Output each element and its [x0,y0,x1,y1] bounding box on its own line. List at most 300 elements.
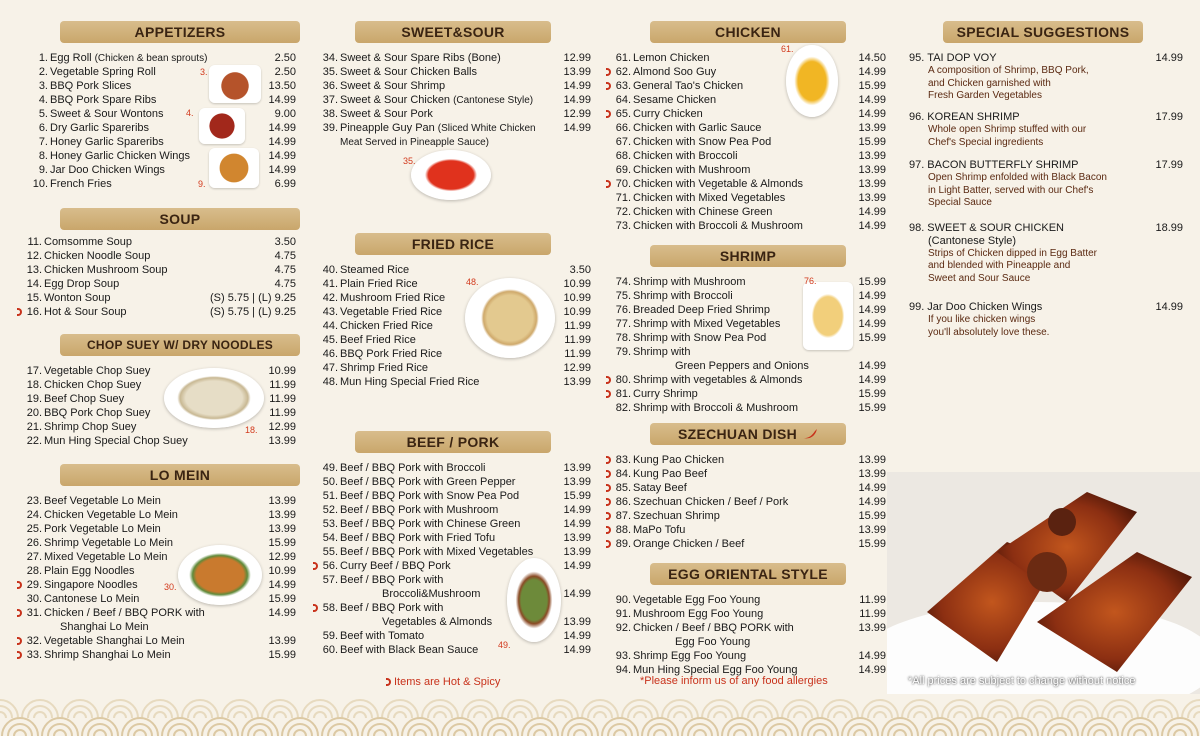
wave-arc [354,712,366,718]
special-item [909,221,1183,285]
item-label: Broccoli&Mushroom [382,588,481,600]
item-price: (S) 5.75 | (L) 9.25 [209,306,296,318]
item-number: 4. [38,94,48,106]
item-description: Whole open Shrimp stuffed with our [928,124,1087,135]
item-price: 14.99 [563,518,591,530]
item-name [24,249,150,263]
photo-number: 9. [198,179,206,189]
item-number: 97. [909,159,925,171]
item-name [320,333,416,347]
item-label: Plain Fried Rice [340,278,418,290]
item-label: Chicken Chop Suey [44,379,142,391]
egg-roll-photo [209,65,261,103]
item-label: General Tao's Chicken [633,80,744,92]
item-name [613,317,780,331]
item-price: 13.99 [858,178,886,190]
item-name [24,277,119,291]
menu-item [320,51,591,65]
item-price: 14.99 [858,290,886,302]
item-label: Mushroom Egg Foo Young [633,608,764,620]
wave-arc [854,730,866,736]
menu-item [30,135,296,149]
item-label: Beef / BBQ Pork with Mushroom [340,504,499,516]
item-label: Chicken / Beef / BBQ PORK with [44,607,205,619]
menu-item [320,263,591,277]
special-item-title [909,158,1183,172]
item-number: 77. [615,318,631,330]
item-price: 11.99 [859,594,886,606]
item-price: 13.99 [563,532,591,544]
item-price: 14.99 [858,94,886,106]
item-number: 34. [322,52,338,64]
item-name [382,615,492,629]
item-label: Chicken with Vegetable & Almonds [633,178,803,190]
hot-spicy-icon [606,540,611,548]
item-price: 13.99 [268,523,296,535]
photo-number: 48. [466,277,479,287]
hot-spicy-icon [606,82,611,90]
menu-item [613,649,886,663]
item-label: Shrimp Vegetable Lo Mein [44,537,174,549]
item-name [909,110,1020,124]
item-name [320,51,501,65]
photo-number: 3. [200,67,208,77]
item-name [320,503,498,517]
item-label: Breaded Deep Fried Shrimp [633,304,770,316]
item-price: 11.99 [269,379,296,391]
item-price: 13.99 [563,616,591,628]
item-label: Beef Vegetable Lo Mein [44,495,161,507]
photo-number: 30. [164,582,177,592]
item-name [909,158,1078,172]
item-label: Dry Garlic Spareribs [50,122,150,134]
menu-item [320,65,591,79]
item-label: Shrimp Shanghai Lo Mein [44,649,171,661]
item-label: Shrimp Chop Suey [44,421,137,433]
item-label: Shrimp with Mixed Vegetables [633,318,781,330]
item-number: 90. [615,594,631,606]
item-name [613,65,716,79]
sweetsour-header: SWEET&SOUR [355,21,551,43]
menu-item [320,489,591,503]
item-price: 10.99 [268,365,296,377]
item-price: 4.75 [274,264,296,276]
menu-item [24,648,296,662]
item-number: 33. [26,649,42,661]
item-number: 44. [322,320,338,332]
item-number: 58. [322,602,338,614]
wave-arc [0,712,6,718]
item-label: Satay Beef [633,482,687,494]
item-number: 79. [615,346,631,358]
wave-arc [154,712,166,718]
item-name [320,601,443,615]
hot-spicy-icon [17,651,22,659]
item-label: Szechuan Chicken / Beef / Pork [633,496,789,508]
item-label: Vegetable Chop Suey [44,365,151,377]
item-price: 13.99 [858,150,886,162]
item-number: 83. [615,454,631,466]
chopsuey-header: CHOP SUEY W/ DRY NOODLES [60,334,300,356]
item-name [613,523,685,537]
wave-arc [594,712,606,718]
item-number: 52. [322,504,338,516]
item-description: Fresh Garden Vegetables [928,90,1042,101]
item-number: 56. [322,560,338,572]
item-price: 14.99 [563,504,591,516]
item-number: 18. [26,379,42,391]
item-label: Sweet & Sour Chicken [340,94,451,106]
item-description: in Light Batter, served with our Chef's [928,184,1094,196]
item-description: and Chicken garnished with [928,77,1051,89]
item-label: Sesame Chicken [633,94,717,106]
item-price: 14.99 [858,318,886,330]
item-name [30,149,190,163]
special-item-title [909,51,1183,65]
item-name [320,65,477,79]
item-price: 15.99 [858,402,886,414]
item-number: 22. [26,435,42,447]
item-label: TAI DOP VOY [927,52,997,64]
item-number: 55. [322,546,338,558]
item-price: 11.99 [269,407,296,419]
item-number: 51. [322,490,338,502]
hot-spicy-icon [606,470,611,478]
hot-spicy-icon [606,526,611,534]
item-label: Shrimp Egg Foo Young [633,650,747,662]
item-price: 14.99 [858,206,886,218]
wave-arc [954,712,966,718]
item-label: Green Peppers and Onions [675,360,809,372]
wave-arc [374,730,386,736]
item-price: (S) 5.75 | (L) 9.25 [209,292,296,304]
item-name [24,536,173,550]
wave-arc [1094,730,1106,736]
friedrice-header: FRIED RICE [355,233,551,255]
item-price: 13.99 [858,622,886,634]
item-label: Singapore Noodles [44,579,138,591]
menu-item [613,373,886,387]
item-name [320,263,409,277]
item-price: 14.99 [268,579,296,591]
item-name [613,177,803,191]
item-price: 14.99 [268,607,296,619]
item-label: Beef / BBQ Pork with Chinese Green [340,518,521,530]
wave-arc [714,712,726,718]
item-number: 23. [26,495,42,507]
item-label: Shrimp with Broccoli & Mushroom [633,402,799,414]
item-number: 21. [26,421,42,433]
item-label: Shrimp with Snow Pea Pod [633,332,767,344]
item-number: 42. [322,292,338,304]
item-name [909,221,1064,235]
menu-item [320,461,591,475]
allergy-note: *Please inform us of any food allergies [640,675,828,687]
item-label: Beef / BBQ Pork with [340,602,444,614]
menu-item [30,51,296,65]
item-name [24,378,141,392]
menu-item [320,643,591,657]
item-price: 2.50 [274,66,296,78]
item-number: 47. [322,362,338,374]
item-label: Shanghai Lo Mein [60,621,149,633]
item-number: 3. [38,80,48,92]
hot-spicy-icon [606,180,611,188]
item-name [24,522,161,536]
menu-item [24,536,296,550]
item-price: 11.99 [564,334,591,346]
item-number: 43. [322,306,338,318]
hot-spicy-icon [606,498,611,506]
menu-item [613,65,886,79]
item-price: 13.99 [563,476,591,488]
wave-arc [134,730,146,736]
item-label: Beef / BBQ Pork with Broccoli [340,462,486,474]
item-price: 13.99 [563,376,591,388]
item-number: 85. [615,482,631,494]
item-name [613,51,709,65]
item-label: Mun Hing Special Chop Suey [44,435,188,447]
item-price: 17.99 [1155,159,1183,171]
item-name [320,277,418,291]
item-name [613,373,802,387]
item-name [613,163,750,177]
item-number: 87. [615,510,631,522]
item-name [24,235,132,249]
menu-item [320,121,591,135]
wave-arc [214,730,226,736]
item-label: Chicken with Mushroom [633,164,751,176]
item-number: 41. [322,278,338,290]
photo-number: 18. [245,425,258,435]
wave-arc [774,730,786,736]
item-price: 14.99 [858,664,886,676]
bbq-ribs-photo [887,472,1200,694]
item-number: 10. [32,178,48,190]
wave-arc [1014,730,1026,736]
item-label: Pineapple Guy Pan [340,122,435,134]
item-description: Strips of Chicken dipped in Egg Batter [928,247,1097,259]
item-name [30,163,165,177]
item-label: Chicken with Broccoli [633,150,738,162]
special-item [909,158,1183,210]
item-price: 15.99 [563,490,591,502]
item-name [675,635,750,649]
item-label: Egg Roll [50,52,92,64]
menu-item [24,522,296,536]
wave-arc [994,712,1006,718]
item-price: 14.99 [858,360,886,372]
item-label: Curry Shrimp [633,388,698,400]
special-item [909,300,1183,339]
menu-item [613,359,886,373]
item-number: 45. [322,334,338,346]
item-name [320,643,478,657]
item-price: 12.99 [563,362,591,374]
item-price: 13.99 [563,462,591,474]
item-price: 14.99 [268,136,296,148]
item-price: 15.99 [268,649,296,661]
item-label: Egg Drop Soup [44,278,120,290]
item-price: 13.50 [268,80,296,92]
item-number: 13. [26,264,42,276]
item-label: Curry Chicken [633,108,703,120]
item-label: Jar Doo Chicken Wings [50,164,165,176]
item-name [320,375,479,389]
wave-arc [94,730,106,736]
item-label: SWEET & SOUR CHICKEN [927,222,1065,234]
item-name [613,275,745,289]
item-name [320,79,445,93]
hot-spicy-icon [313,604,318,612]
item-label: Honey Garlic Spareribs [50,136,164,148]
menu-item [613,149,886,163]
item-number: 60. [322,644,338,656]
item-name [30,65,156,79]
wave-arc [514,712,526,718]
item-number: 98. [909,222,925,234]
item-price: 14.99 [858,108,886,120]
wave-arc [634,712,646,718]
item-name [613,303,770,317]
item-note: (Sliced White Chicken [437,123,536,134]
menu-item [613,537,886,551]
item-label: Shrimp with Mushroom [633,276,746,288]
item-label: Beef / BBQ Pork with Fried Tofu [340,532,496,544]
menu-item [613,523,886,537]
item-label: Vegetable Spring Roll [50,66,156,78]
menu-item [24,508,296,522]
item-label: Plain Egg Noodles [44,565,135,577]
item-number: 93. [615,650,631,662]
item-number: 50. [322,476,338,488]
item-price: 14.99 [858,374,886,386]
item-number: 9. [38,164,48,176]
item-label: Chicken Noodle Soup [44,250,151,262]
item-price: 11.99 [564,320,591,332]
item-description: and blended with Pineapple and [928,260,1071,271]
item-label: Honey Garlic Chicken Wings [50,150,190,162]
lemon-chicken-photo [786,45,838,117]
menu-item [320,517,591,531]
item-label: Kung Pao Chicken [633,454,725,466]
item-note: (Chicken & bean sprouts) [94,53,208,64]
item-price: 18.99 [1155,222,1183,234]
item-label: Sweet & Sour Chicken Balls [340,66,477,78]
wave-arc [974,730,986,736]
item-number: 26. [26,537,42,549]
special-item-title [909,300,1183,314]
item-price: 14.99 [858,650,886,662]
item-label: Egg Foo Young [675,636,751,648]
item-price: 10.99 [563,278,591,290]
wave-arc [1034,712,1046,718]
hot-spicy-icon [17,308,22,316]
item-label: Sweet & Sour Pork [340,108,433,120]
item-price: 14.50 [858,52,886,64]
wave-arc [1114,712,1126,718]
item-number: 30. [26,593,42,605]
menu-item [613,467,886,481]
item-number: 75. [615,290,631,302]
wave-arc [534,730,546,736]
beef-vegetables-photo [507,558,561,642]
item-price: 14.99 [563,630,591,642]
wave-arc [114,712,126,718]
wave-arc [834,712,846,718]
item-number: 40. [322,264,338,276]
item-name [24,420,136,434]
item-price: 14.99 [858,220,886,232]
item-description: you'll absolutely love these. [928,326,1050,338]
item-price: 4.75 [274,278,296,290]
menu-item [320,475,591,489]
item-label: BBQ Pork Spare Ribs [50,94,157,106]
item-label: Chicken Fried Rice [340,320,433,332]
item-name [613,401,798,415]
item-price: 15.99 [858,538,886,550]
wave-arc [54,730,66,736]
item-description: Sweet and Sour Sauce [928,272,1031,284]
item-number: 39. [322,122,338,134]
hot-spicy-icon [17,609,22,617]
menu-item [613,453,886,467]
wave-arc [334,730,346,736]
item-price: 13.99 [858,164,886,176]
item-name [30,121,149,135]
item-number: 49. [322,462,338,474]
item-number: 62. [615,66,631,78]
item-name [24,291,110,305]
item-label: Sweet & Sour Shrimp [340,80,446,92]
item-price: 13.99 [268,509,296,521]
item-label: Shrimp Fried Rice [340,362,429,374]
item-number: 20. [26,407,42,419]
item-number: 76. [615,304,631,316]
menu-item [24,249,296,263]
item-price: 15.99 [858,510,886,522]
wave-arc [814,730,826,736]
menu-item [613,495,886,509]
item-label: Chicken with Garlic Sauce [633,122,762,134]
item-label: Chicken with Chinese Green [633,206,773,218]
wave-arc [554,712,566,718]
item-price: 12.99 [563,108,591,120]
item-price: 14.99 [563,588,591,600]
lo-mein-photo [178,545,262,605]
item-number: 80. [615,374,631,386]
item-label: Kung Pao Beef [633,468,708,480]
wave-arc [794,712,806,718]
item-name [30,177,112,191]
wave-arc [654,730,666,736]
wave-arc [394,712,406,718]
item-name [613,621,794,635]
menu-item [613,387,886,401]
item-name [320,545,533,559]
item-name [320,531,495,545]
item-price: 14.99 [563,94,591,106]
item-name [30,79,131,93]
item-name [613,191,785,205]
shrimp-header: SHRIMP [650,245,846,267]
item-name [613,607,763,621]
item-label: BBQ Pork Fried Rice [340,348,443,360]
item-number: 38. [322,108,338,120]
menu-item [24,634,296,648]
item-name [24,592,139,606]
item-price: 14.99 [858,66,886,78]
